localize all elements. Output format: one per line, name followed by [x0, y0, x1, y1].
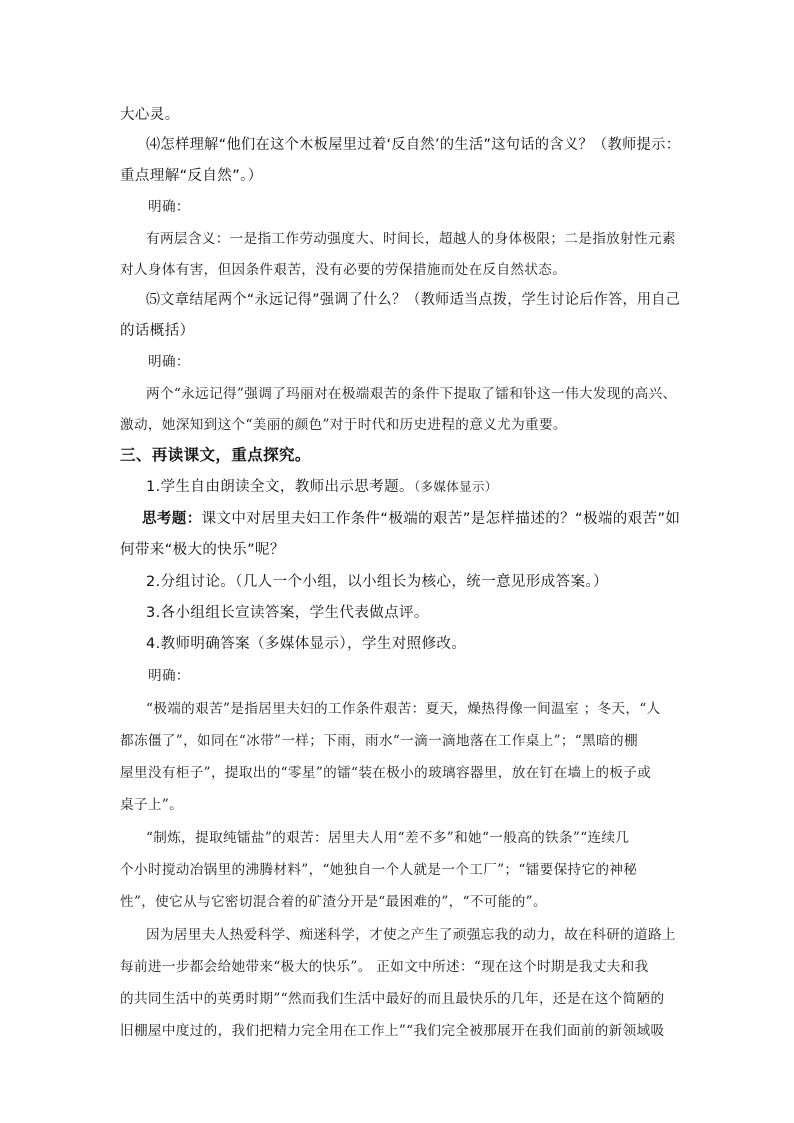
- answer-text: 个小时搅动冶锅里的沸腾材料”，“她独自一个人就是一个工厂”；“镭要保持它的神秘: [120, 862, 638, 878]
- text-line: 重点理解“反自然”。）: [120, 168, 263, 184]
- step-4: 4.教师明确答案（多媒体显示），学生对照修改。: [146, 636, 467, 652]
- answer-text: 因为居里夫人热爱科学、痴迷科学，才使之产生了顽强忘我的动力，故在科研的道路上: [146, 927, 676, 943]
- section-heading: 三、再读课文，重点探究。: [120, 446, 311, 464]
- answer-label: 明确：: [148, 354, 190, 370]
- answer-text: 性”，使它从与它密切混合着的矿渣分开是“最困难的”，“不可能的”。: [120, 894, 547, 910]
- thinking-question-text: 课文中对居里夫妇工作条件“极端的艰苦”是怎样描述的？“极端的艰苦”如: [201, 511, 681, 527]
- answer-text: 屋里没有柜子”，提取出的“零星”的镭“装在极小的玻璃容器里，放在钉在墙上的板子或: [120, 765, 652, 781]
- answer-text: 每前进一步都会给她带来“极大的快乐”。 正如文中所述：“现在这个时期是我丈夫和我: [120, 959, 649, 975]
- answer-text: “极端的艰苦”是指居里夫妇的工作条件艰苦：夏天，燥热得像一间温室 ；冬天，“人: [146, 701, 661, 717]
- answer-text: 激动，她深知到这个“美丽的颜色”对于时代和历史进程的意义尤为重要。: [120, 417, 567, 433]
- answer-text: 桌子上”。: [120, 797, 184, 813]
- step-1-text: 1.学生自由朗读全文，教师出示思考题。: [146, 479, 414, 495]
- question-5: ⑸文章结尾两个“永远记得”强调了什么？（教师适当点拨，学生讨论后作答，用自己: [146, 292, 681, 308]
- answer-label: 明确：: [148, 668, 190, 684]
- answer-label: 明确：: [148, 199, 190, 215]
- step-1: [146, 480, 498, 495]
- answer-text: 都冻僵了”，如同在“冰带”一样；下雨，雨水“一滴一滴地落在工作桌上”；“黑暗的棚: [120, 733, 638, 749]
- text-line: 的话概括）: [120, 323, 195, 339]
- text-line: 大心灵。: [120, 107, 180, 123]
- answer-text: 的共同生活中的英勇时期”“然而我们生活中最好的而且最快乐的几年，还是在这个简陋的: [120, 991, 665, 1007]
- answer-text: 有两层含义：一是指工作劳动强度大、时间长，超越人的身体极限；二是指放射性元素: [146, 231, 676, 247]
- answer-text: 旧棚屋中度过的，我们把精力完全用在工作上”“我们完全被那展开在我们面前的新领域吸: [120, 1023, 665, 1039]
- text-line: 何带来“极大的快乐”呢？: [120, 542, 285, 558]
- question-4: ⑷怎样理解“他们在这个木板屋里过着‘反自然’的生活”这句话的含义？（教师提示：: [146, 137, 681, 153]
- answer-text: “制炼，提取纯镭盐”的艰苦：居里夫人用“差不多”和她“一般高的铁条”“连续几: [146, 830, 630, 846]
- answer-text: 两个“永远记得”强调了玛丽对在极端艰苦的条件下提取了镭和钋这一伟大发现的高兴、: [146, 386, 677, 402]
- answer-text: 对人身体有害，但因条件艰苦，没有必要的劳保措施而处在反自然状态。: [120, 262, 567, 278]
- thinking-question-label: 思考题：: [142, 511, 202, 527]
- step-2: 2.分组讨论。（几人一个小组，以小组长为核心，统一意见形成答案。）: [146, 574, 609, 590]
- step-3: 3.各小组组长宣读答案，学生代表做点评。: [146, 605, 429, 621]
- thinking-question: [142, 512, 680, 527]
- step-1-note: （多媒体显示）: [413, 479, 498, 494]
